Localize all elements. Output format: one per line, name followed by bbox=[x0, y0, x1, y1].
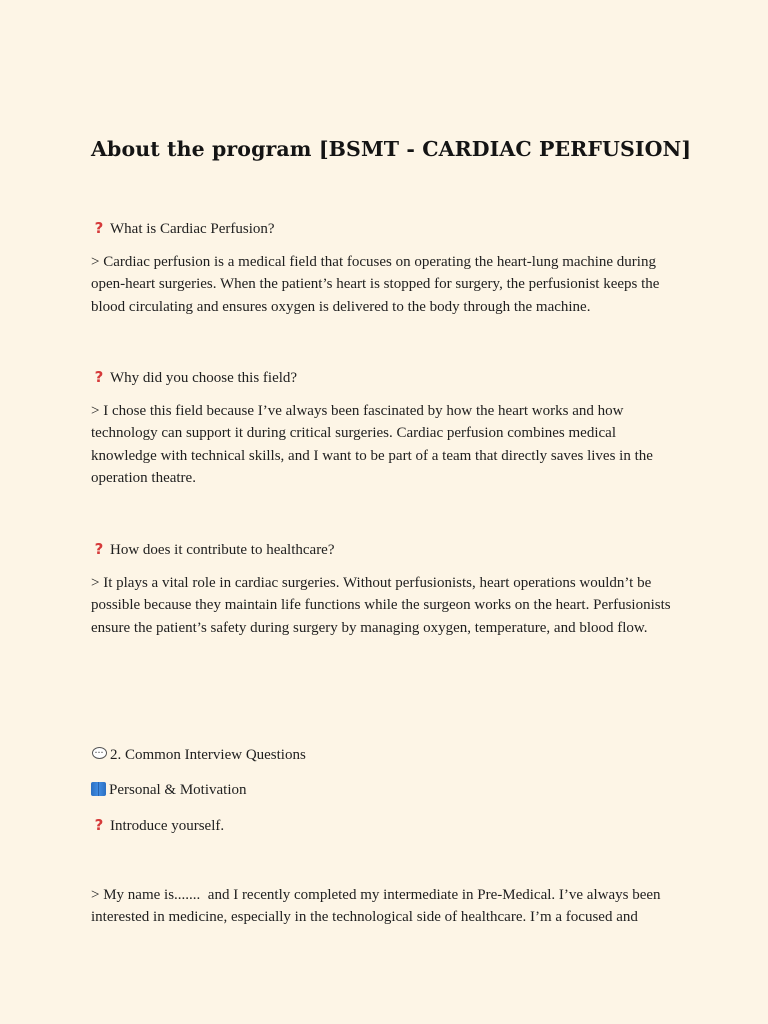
answer-contribute-healthcare: > It plays a vital role in cardiac surgeries. Without perfusionists, heart operations wouldn’t be possible because they maintain life functions while the surgeon works on the heart. Perfusionists ensure the patient’s safety during surgery by managing oxygen, temperature, and blood flow. bbox=[91, 575, 671, 636]
speech-bubble-icon bbox=[91, 747, 107, 760]
book-icon bbox=[91, 782, 106, 796]
answer-introduce-yourself: > My name is....... and I recently completed my intermediate in Pre-Medical. I’ve always been interested in medicine, especially in the technological side of healthcare. I’m a focused and bbox=[91, 887, 665, 926]
question-text: How does it contribute to healthcare? bbox=[110, 542, 335, 558]
question-mark-icon: ? bbox=[94, 219, 104, 237]
question-introduce-yourself bbox=[91, 814, 681, 837]
question-text: What is Cardiac Perfusion? bbox=[110, 221, 275, 237]
page-title: About the program [BSMT - CARDIAC PERFUSION] bbox=[91, 137, 692, 161]
question-why-choose-field bbox=[91, 366, 681, 389]
answer-why-choose-field: > I chose this field because I’ve always been fascinated by how the heart works and how technology can support it during critical surgeries. Cardiac perfusion combines medical knowledge with technical skills, and I want to be part of a team that directly saves lives in the operation theatre. bbox=[91, 403, 653, 486]
question-mark-icon: ? bbox=[94, 540, 104, 558]
interview-heading bbox=[91, 744, 681, 766]
question-what-is-cardiac-perfusion bbox=[91, 217, 681, 240]
interview-subheading-text: Personal & Motivation bbox=[109, 782, 247, 798]
question-mark-icon: ? bbox=[94, 368, 104, 386]
answer-what-is-cardiac-perfusion: > Cardiac perfusion is a medical field that focuses on operating the heart-lung machine during open-heart surgeries. When the patient’s heart is stopped for surgery, the perfusionist keeps the blood circulating and ensures oxygen is delivered to the body through the machine. bbox=[91, 254, 660, 315]
question-contribute-healthcare bbox=[91, 538, 681, 561]
question-mark-icon: ? bbox=[94, 816, 104, 834]
interview-heading-text: 2. Common Interview Questions bbox=[110, 747, 306, 763]
interview-subheading bbox=[91, 779, 681, 801]
question-text: Introduce yourself. bbox=[110, 818, 225, 834]
question-text: Why did you choose this field? bbox=[110, 370, 298, 386]
